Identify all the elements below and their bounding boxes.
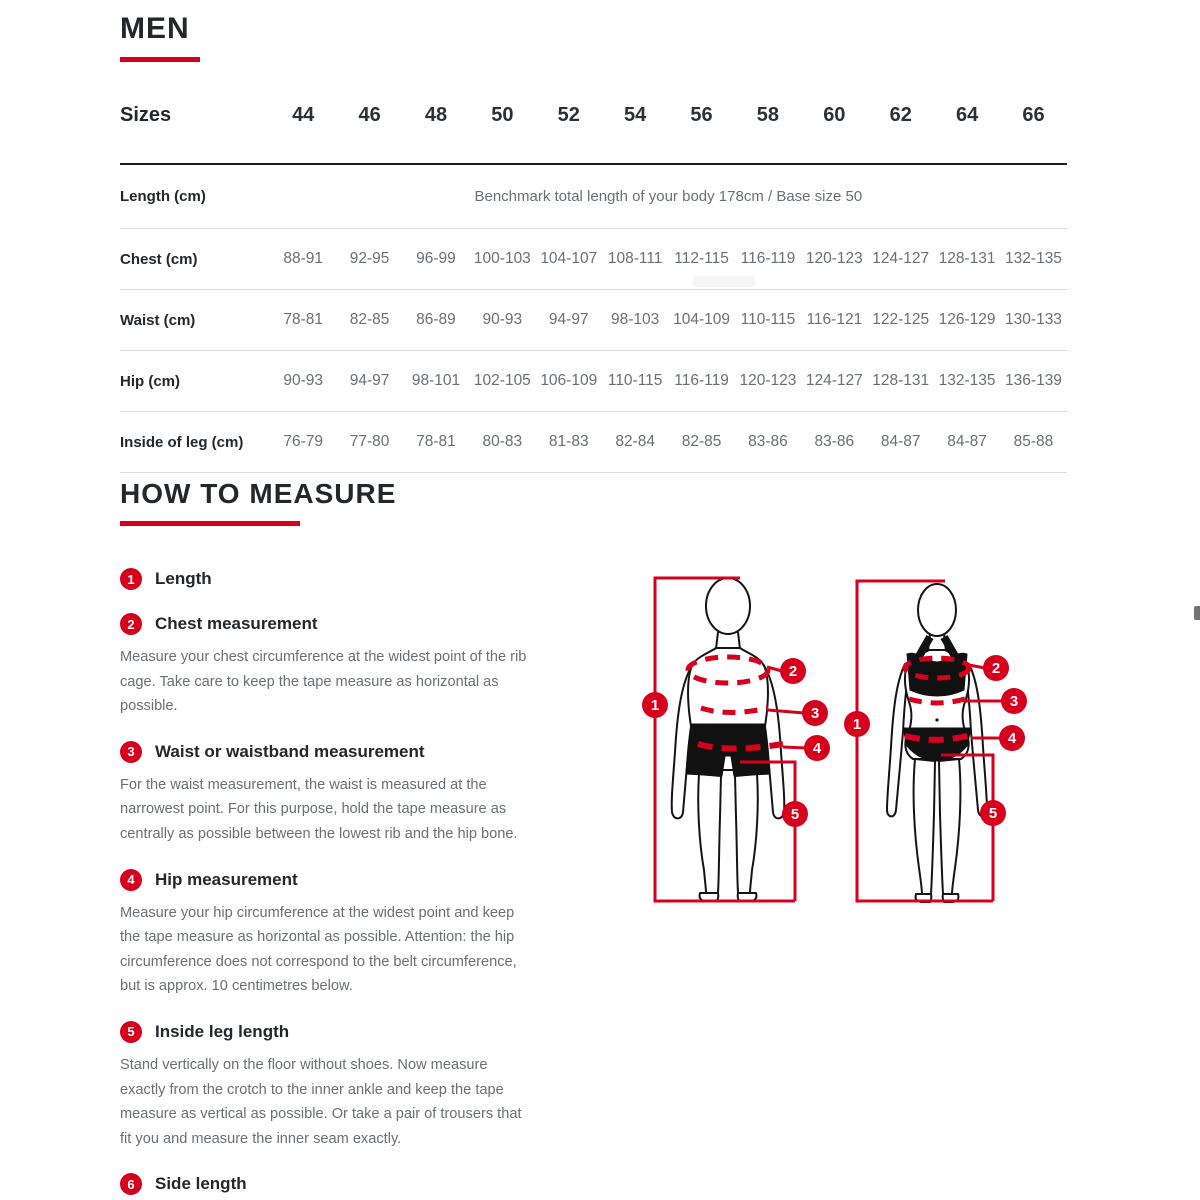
- waist-badge-icon: [802, 700, 828, 726]
- table-cell: 102-105: [473, 372, 531, 389]
- table-cell: 104-107: [540, 250, 598, 267]
- table-cell: 77-80: [349, 433, 390, 450]
- svg-text:1: 1: [650, 697, 660, 714]
- table-cell: 82-85: [681, 433, 722, 450]
- table-cell: 92-95: [349, 250, 390, 267]
- size-column-header: 46: [358, 104, 381, 126]
- table-cell: 98-103: [611, 311, 660, 328]
- table-cell: 116-121: [806, 311, 863, 328]
- table-cell: 96-99: [416, 250, 456, 267]
- table-cell: 85-88: [1013, 433, 1054, 450]
- size-column-header: 62: [889, 104, 912, 126]
- table-cell: 83-86: [748, 433, 788, 450]
- svg-text:1: 1: [852, 716, 862, 733]
- table-cell: 100-103: [473, 250, 531, 267]
- chest-badge-icon: [780, 658, 806, 684]
- length-badge-icon: [642, 692, 668, 718]
- step-5-badge-icon: 5: [120, 1021, 142, 1043]
- table-cell: 90-93: [482, 311, 523, 328]
- step-title: Hip measurement: [155, 869, 298, 889]
- step-6-badge-icon: 6: [120, 1173, 142, 1195]
- step-2-badge-icon: 2: [120, 613, 142, 635]
- hip-badge-icon: [804, 735, 830, 761]
- table-cell: 122-125: [872, 311, 930, 328]
- table-cell: 128-131: [872, 372, 930, 389]
- table-row-length: [120, 165, 1067, 229]
- table-cell: 94-97: [548, 311, 589, 328]
- table-cell: 83-86: [814, 433, 855, 450]
- step-inside-leg: [120, 1020, 530, 1151]
- table-cell: 82-85: [349, 311, 390, 328]
- how-to-measure-header: [120, 478, 396, 526]
- step-title: Inside leg length: [155, 1021, 290, 1041]
- chest-badge-icon: [983, 655, 1009, 681]
- svg-text:3: 3: [1009, 693, 1019, 710]
- table-cell: 78-81: [283, 311, 324, 328]
- table-cell: 128-131: [938, 250, 996, 267]
- table-cell: 110-115: [740, 311, 796, 328]
- step-description: Measure your hip circumference at the widest point and keep the tape measure as horizontal as possible. Attention: the hip circumference does not correspond to the belt circumference, but is approx. 10 centimetres below.: [120, 904, 517, 995]
- table-cell: 90-93: [283, 372, 324, 389]
- step-description: Measure your chest circumference at the widest point of the rib cage. Take care to keep the tape measure as horizontal as possible.: [120, 649, 527, 715]
- male-figure-illustration: [672, 578, 785, 901]
- table-row-hip: [120, 351, 1067, 412]
- table-cell: 82-84: [615, 433, 655, 450]
- length-badge-icon: [844, 711, 870, 737]
- men-section-header: [120, 12, 200, 62]
- table-cell: 130-133: [1005, 311, 1062, 328]
- table-cell: 126-129: [938, 311, 996, 328]
- step-4-badge-icon: 4: [120, 869, 142, 891]
- table-cell: 124-127: [805, 372, 863, 389]
- hip-badge-icon: [999, 725, 1025, 751]
- step-hip: [120, 868, 530, 999]
- men-title: MEN: [120, 12, 190, 45]
- step-3-badge-icon: 3: [120, 741, 142, 763]
- svg-text:5: 5: [790, 806, 800, 823]
- row-label: Chest (cm): [120, 250, 198, 268]
- step-side-length: [120, 1172, 530, 1196]
- step-length: [120, 567, 530, 591]
- table-row-chest: [120, 229, 1067, 290]
- waist-badge-icon: [1001, 688, 1027, 714]
- step-waist: [120, 740, 530, 847]
- table-cell: 81-83: [548, 433, 589, 450]
- row-label: Hip (cm): [120, 372, 180, 390]
- table-row-sizes: [120, 78, 1067, 165]
- table-cell: 94-97: [349, 372, 390, 389]
- table-cell: 80-83: [482, 433, 523, 450]
- row-label: Waist (cm): [120, 311, 196, 329]
- size-column-header: 64: [955, 104, 979, 126]
- table-cell: 132-135: [938, 372, 996, 389]
- fading-tooltip-remnant: [693, 276, 755, 287]
- how-to-measure-underline: [120, 521, 300, 526]
- step-chest: [120, 612, 530, 719]
- table-cell: 86-89: [416, 311, 456, 328]
- table-cell: 78-81: [416, 433, 456, 450]
- step-1-badge-icon: 1: [120, 568, 142, 590]
- table-cell: 84-87: [880, 433, 921, 450]
- step-title: Side length: [155, 1174, 247, 1194]
- table-row-waist: [120, 290, 1067, 351]
- how-to-measure-title: HOW TO MEASURE: [120, 478, 397, 509]
- step-title: Length: [155, 569, 212, 588]
- size-column-header: 52: [557, 104, 580, 126]
- size-chart-table: [120, 78, 1067, 473]
- size-column-header: 48: [424, 104, 448, 126]
- table-cell: 110-115: [607, 372, 663, 389]
- size-column-header: 54: [624, 104, 647, 126]
- size-column-header: 60: [823, 104, 846, 126]
- row-label: Inside of leg (cm): [120, 433, 244, 451]
- step-description: Stand vertically on the floor without shoes. Now measure exactly from the crotch to the inner ankle and keep the tape measure as vertical as possible. Or take a pair of trousers that fit you and measure the inner seam exactly.: [120, 1056, 522, 1147]
- measurement-diagram: [615, 552, 1045, 942]
- table-cell: 116-119: [674, 372, 729, 389]
- size-column-header: 50: [491, 104, 514, 126]
- measure-steps-list: [120, 556, 530, 1200]
- length-benchmark-text: Benchmark total length of your body 178cm / Base size 50: [474, 188, 863, 205]
- table-cell: 136-139: [1005, 372, 1062, 389]
- svg-text:2: 2: [788, 663, 798, 680]
- row-label: Length (cm): [120, 188, 206, 205]
- table-cell: 108-111: [607, 250, 663, 267]
- table-row-inside-leg: [120, 412, 1067, 473]
- step-description: For the waist measurement, the waist is measured at the narrowest point. For this purpose, hold the tape measure as centrally as possible between the lowest rib and the hip bone.: [120, 776, 518, 842]
- table-cell: 106-109: [540, 372, 598, 389]
- table-cell: 84-87: [947, 433, 987, 450]
- step-title: Waist or waistband measurement: [155, 741, 425, 761]
- screen-edge-artifact: [1194, 606, 1200, 620]
- table-cell: 120-123: [805, 250, 863, 267]
- svg-text:4: 4: [1007, 730, 1017, 747]
- table-cell: 116-119: [740, 250, 796, 267]
- svg-text:3: 3: [810, 705, 820, 722]
- sizes-row-label: Sizes: [120, 104, 172, 126]
- table-cell: 104-109: [673, 311, 730, 328]
- female-figure-illustration: [887, 584, 987, 902]
- table-cell: 132-135: [1005, 250, 1062, 267]
- size-column-header: 44: [292, 104, 315, 126]
- svg-text:4: 4: [812, 740, 822, 757]
- size-column-header: 58: [756, 104, 780, 126]
- svg-text:5: 5: [988, 805, 998, 822]
- table-cell: 124-127: [872, 250, 930, 267]
- inside-leg-badge-icon: [782, 801, 808, 827]
- table-cell: 112-115: [674, 250, 729, 267]
- men-title-underline: [120, 57, 200, 62]
- size-column-header: 66: [1022, 104, 1045, 126]
- table-cell: 88-91: [283, 250, 324, 267]
- table-cell: 120-123: [739, 372, 797, 389]
- table-cell: 98-101: [411, 372, 461, 389]
- table-cell: 76-79: [283, 433, 324, 450]
- inside-leg-badge-icon: [980, 800, 1006, 826]
- size-column-header: 56: [690, 104, 713, 126]
- step-title: Chest measurement: [155, 614, 318, 633]
- svg-text:2: 2: [991, 660, 1001, 677]
